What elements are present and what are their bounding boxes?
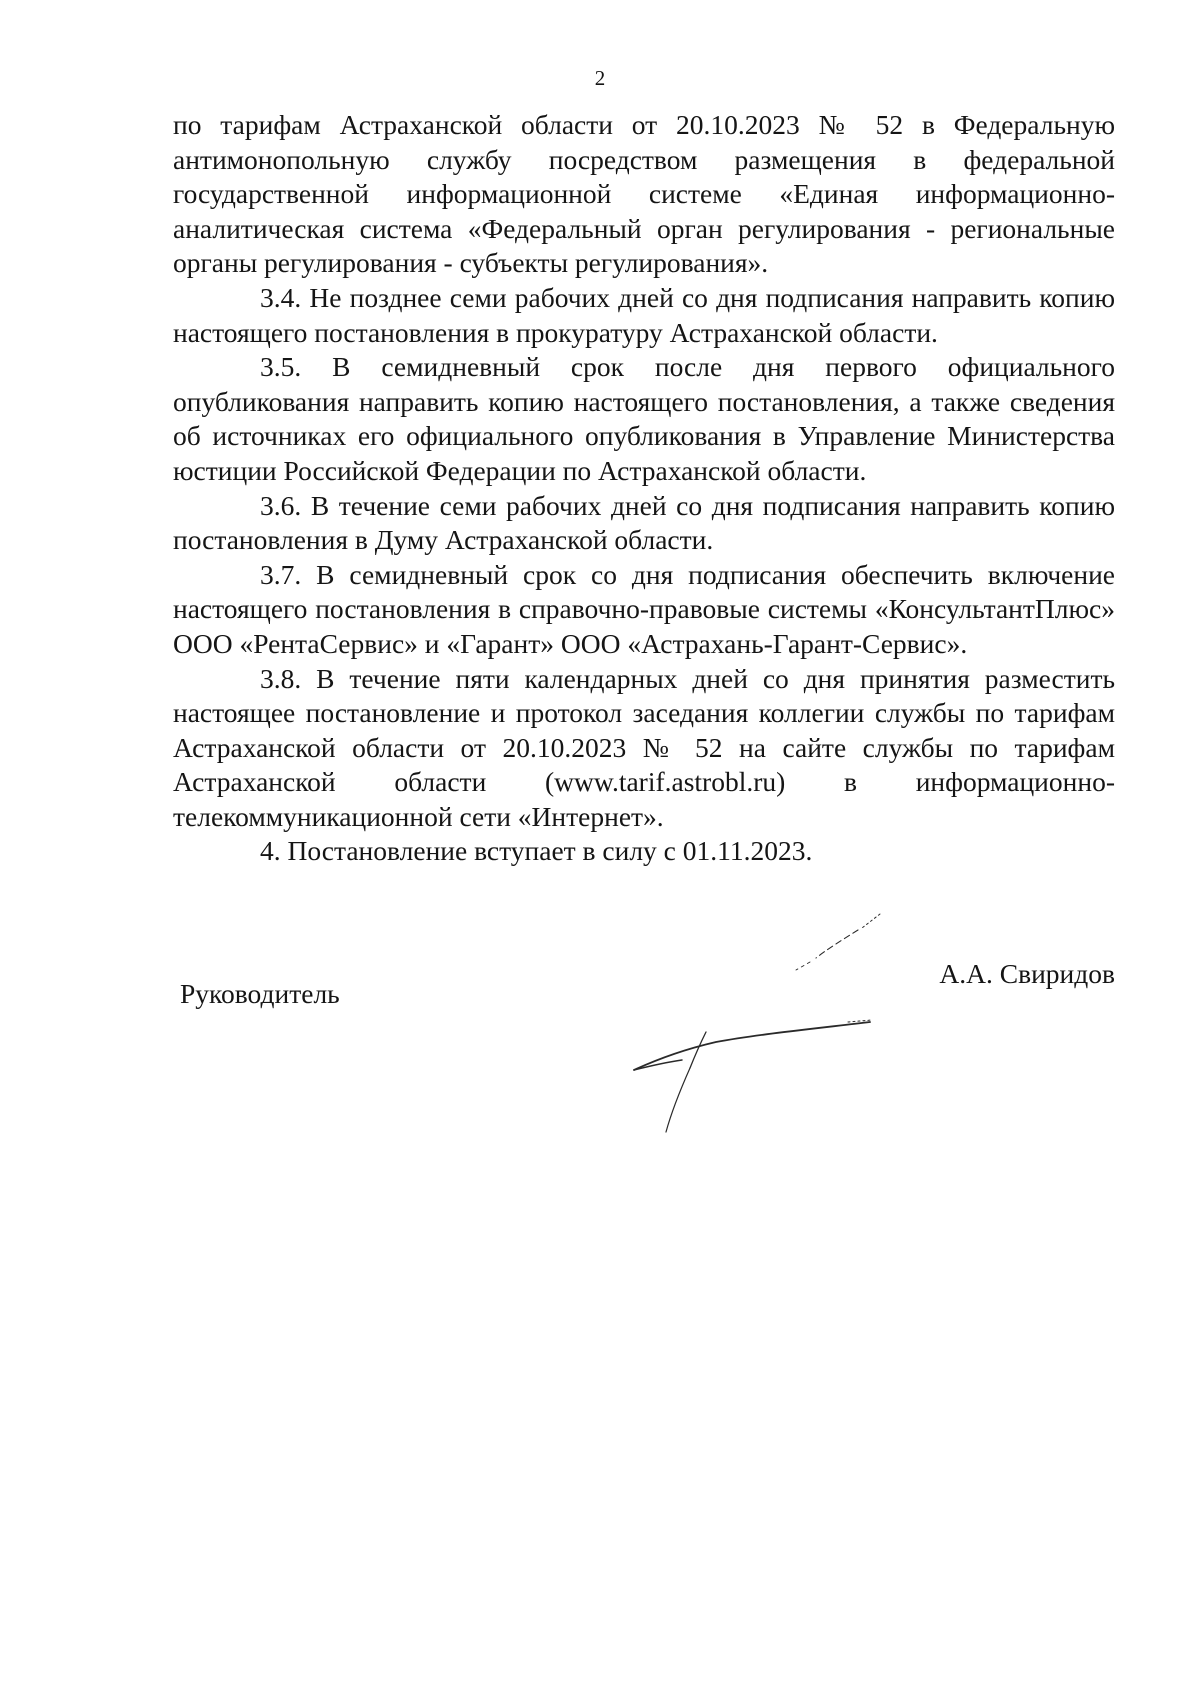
handwritten-signature-icon <box>620 900 900 1140</box>
signatory-title: Руководитель <box>180 978 340 1009</box>
paragraph-3-8: 3.8. В течение пяти календарных дней со дня принятия разместить настоящее постановление и протокол заседания коллегии службы по тарифам Астраханской области от 20.10.2023 № 52 на сайте службы по тарифам Астраханской области (www.tarif.astrobl.ru) в информационно-телекоммуникационной сети «Интернет». <box>173 662 1115 832</box>
paragraph-3-5: 3.5. В семидневный срок после дня первого официального опубликования направить копию настоящего постановления, а также сведения об источниках его официального опубликования в Управление Министерства юстиции Российской Федерации по Астраханской области. <box>173 351 1115 486</box>
paragraph-3-6: 3.6. В течение семи рабочих дней со дня подписания направить копию постановления в Думу Астраханской области. <box>173 489 1115 556</box>
document-body <box>173 108 1115 869</box>
signatory-name: А.А. Свиридов <box>939 958 1115 989</box>
paragraph-3-7: 3.7. В семидневный срок со дня подписания обеспечить включение настоящего постановления в справочно-правовые системы «КонсультантПлюс» ООО «РентаСервис» и «Гарант» ООО «Астрахань-Гарант-Сервис». <box>173 558 1115 659</box>
paragraph-continuation: по тарифам Астраханской области от 20.10.2023 № 52 в Федеральную антимонопольную службу посредством размещения в федеральной государственной информационной системе «Единая информационно-аналитическая система «Федеральный орган регулирования - региональные органы регулирования - субъекты регулирования». <box>173 109 1115 279</box>
paragraph-3-4: 3.4. Не позднее семи рабочих дней со дня подписания направить копию настоящего постановления в прокуратуру Астраханской области. <box>173 281 1115 348</box>
paragraph-4: 4. Постановление вступает в силу с 01.11.2023. <box>260 835 813 867</box>
page-number: 2 <box>594 66 606 90</box>
